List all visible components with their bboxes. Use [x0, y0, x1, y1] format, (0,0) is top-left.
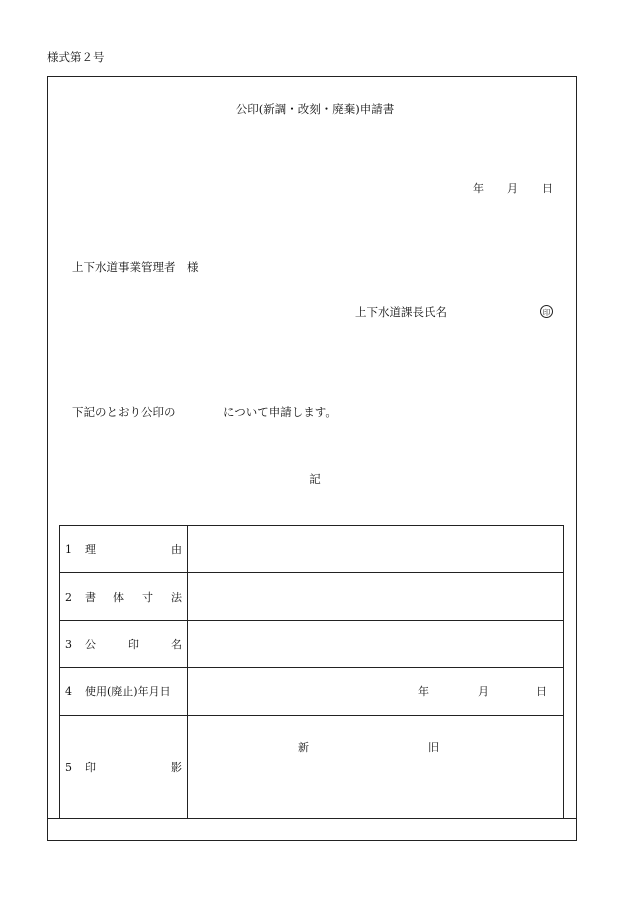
row-label-text: 使用(廃止)年月日	[85, 685, 171, 698]
applicant-label: 上下水道課長氏名	[355, 305, 447, 319]
row-label-char: 公	[85, 638, 96, 651]
row-number: 3	[65, 638, 72, 651]
row-number: 2	[65, 591, 72, 604]
row-label-char: 寸	[142, 591, 153, 604]
date-month-label: 月	[507, 182, 518, 195]
request-text-after: について申請します。	[223, 405, 337, 419]
row-number: 5	[65, 761, 72, 774]
addressee: 上下水道事業管理者 様	[72, 260, 199, 274]
impression-new-label: 新	[298, 741, 309, 754]
row-label-char: 由	[171, 543, 182, 556]
seal-mark: 印	[540, 305, 553, 318]
row-label-char: 名	[171, 638, 182, 651]
ki-heading: 記	[309, 472, 321, 486]
table-row-divider	[59, 667, 564, 668]
table-row-divider	[59, 572, 564, 573]
request-text-before: 下記のとおり公印の	[72, 405, 176, 419]
row-label-char: 理	[85, 543, 96, 556]
row-number: 4	[65, 685, 72, 698]
table-row-divider	[59, 620, 564, 621]
row-label-char: 影	[171, 761, 182, 774]
table-row-divider	[59, 715, 564, 716]
table-column-divider	[187, 525, 188, 819]
form-number: 様式第２号	[47, 50, 105, 64]
row-label-char: 体	[113, 591, 124, 604]
use-date-month-label: 月	[478, 685, 489, 698]
document-title: 公印(新調・改刻・廃棄)申請書	[235, 102, 395, 116]
use-date-day-label: 日	[536, 685, 547, 698]
date-year-label: 年	[473, 182, 484, 195]
row-label-char: 書	[85, 591, 96, 604]
row-label-char: 印	[85, 761, 96, 774]
row-number: 1	[65, 543, 72, 556]
impression-old-label: 旧	[428, 741, 439, 754]
use-date-year-label: 年	[418, 685, 429, 698]
row-label-char: 法	[171, 591, 182, 604]
date-day-label: 日	[542, 182, 553, 195]
details-table	[59, 525, 564, 819]
row-label-char: 印	[128, 638, 139, 651]
